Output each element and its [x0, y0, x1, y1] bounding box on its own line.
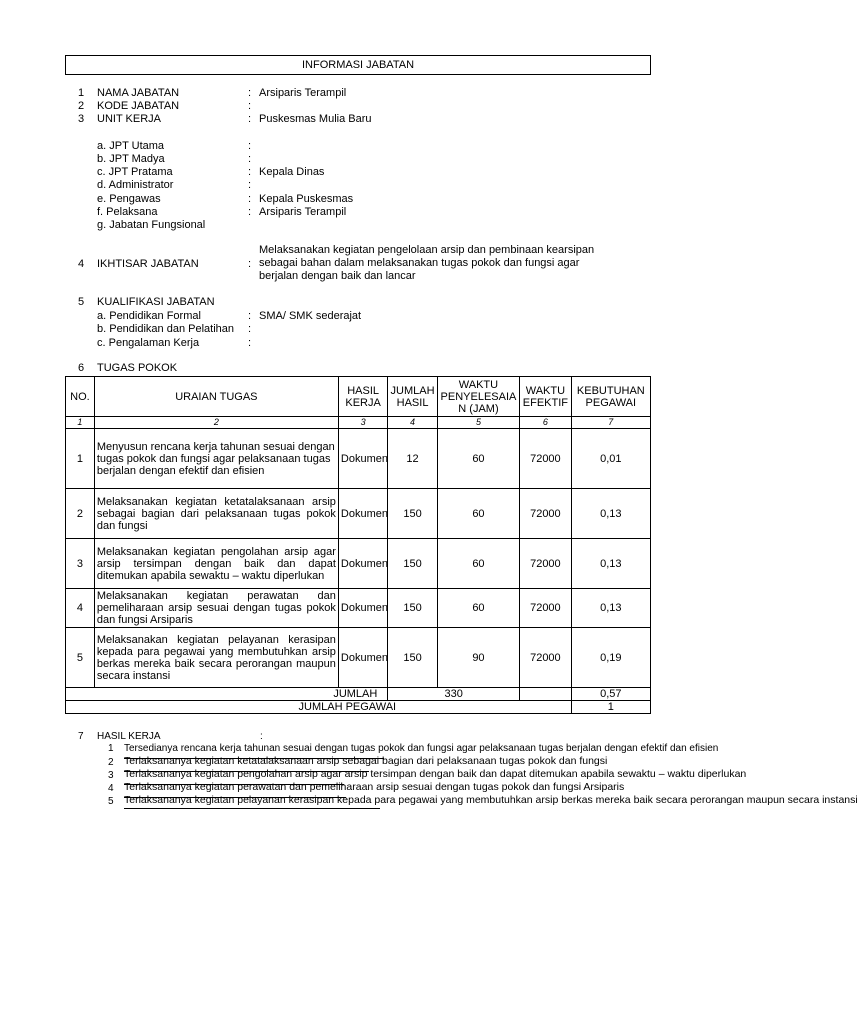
tugas-pokok-table	[65, 376, 651, 714]
table-row	[66, 589, 651, 628]
hasil-kerja-item-no: 3	[108, 770, 114, 781]
header-no: NO.	[66, 377, 95, 417]
column-number: 4	[388, 417, 437, 429]
unit-sub-label: d. Administrator	[97, 179, 174, 191]
colon: :	[248, 258, 252, 270]
jumlah-pegawai-row	[66, 701, 651, 714]
tugas-label: TUGAS POKOK	[97, 362, 178, 374]
hasil-kerja-item: Terlaksananya kegiatan pengolahan arsip agar arsip tersimpan dengan baik dan dapat ditemukan apabila sewaktu – waktu diperlukan	[124, 768, 747, 780]
ikhtisar-line: Melaksanakan kegiatan pengelolaan arsip dan pembinaan kearsipan	[259, 244, 595, 256]
row-hasil: Dokumen	[338, 628, 387, 688]
ikhtisar-label: IKHTISAR JABATAN	[97, 258, 199, 270]
tugas-no: 6	[78, 362, 85, 374]
field-no-1: 1	[78, 87, 85, 99]
colon: :	[248, 153, 252, 165]
row-no: 2	[66, 489, 95, 539]
row-efektif: 72000	[520, 589, 571, 628]
field-value-unit-kerja: Puskesmas Mulia Baru	[259, 113, 372, 125]
jumlah-empty	[520, 688, 571, 701]
colon: :	[248, 206, 252, 218]
column-number-row	[66, 417, 651, 429]
jumlah-pegawai-label: JUMLAH PEGAWAI	[66, 701, 572, 714]
row-kebutuhan: 0,19	[571, 628, 650, 688]
jumlah-kebutuhan: 0,57	[571, 688, 650, 701]
field-label-unit-kerja: UNIT KERJA	[97, 113, 161, 125]
unit-sub-value: Arsiparis Terampil	[259, 206, 347, 218]
page-title: INFORMASI JABATAN	[65, 55, 651, 75]
header-kebutuhan: KEBUTUHAN PEGAWAI	[571, 377, 650, 417]
header-efektif: WAKTU EFEKTIF	[520, 377, 571, 417]
unit-sub-label: f. Pelaksana	[97, 206, 158, 218]
column-number: 7	[571, 417, 650, 429]
kualifikasi-item-label: a. Pendidikan Formal	[97, 310, 201, 322]
hasil-kerja-item-no: 5	[108, 796, 114, 807]
row-waktu: 60	[437, 539, 519, 589]
hasil-kerja-no: 7	[78, 731, 84, 742]
header-uraian: URAIAN TUGAS	[94, 377, 338, 417]
table-row	[66, 489, 651, 539]
row-kebutuhan: 0,01	[571, 429, 650, 489]
colon: :	[248, 87, 252, 99]
header-jumlah: JUMLAH HASIL	[388, 377, 437, 417]
ikhtisar-line: sebagai bahan dalam melaksanakan tugas pokok dan fungsi agar	[259, 257, 580, 269]
row-no: 5	[66, 628, 95, 688]
underline	[124, 808, 380, 809]
hasil-kerja-item-no: 1	[108, 743, 114, 754]
colon: :	[248, 140, 252, 152]
row-jumlah: 150	[388, 589, 437, 628]
column-number: 5	[437, 417, 519, 429]
unit-sub-label: g. Jabatan Fungsional	[97, 219, 206, 231]
jumlah-row	[66, 688, 651, 701]
kualifikasi-no: 5	[78, 296, 85, 308]
jumlah-pegawai-value: 1	[571, 701, 650, 714]
column-number: 2	[94, 417, 338, 429]
header-hasil: HASIL KERJA	[338, 377, 387, 417]
row-waktu: 60	[437, 589, 519, 628]
table-row	[66, 539, 651, 589]
row-kebutuhan: 0,13	[571, 589, 650, 628]
row-hasil: Dokumen	[338, 429, 387, 489]
jumlah-total: 330	[388, 688, 520, 701]
row-kebutuhan: 0,13	[571, 489, 650, 539]
kualifikasi-label: KUALIFIKASI JABATAN	[97, 296, 215, 308]
row-jumlah: 150	[388, 539, 437, 589]
row-hasil: Dokumen	[338, 539, 387, 589]
field-value-nama-jabatan: Arsiparis Terampil	[259, 87, 347, 99]
table-row	[66, 429, 651, 489]
row-jumlah: 150	[388, 489, 437, 539]
colon: :	[248, 100, 252, 112]
row-efektif: 72000	[520, 628, 571, 688]
row-hasil: Dokumen	[338, 489, 387, 539]
row-no: 1	[66, 429, 95, 489]
ikhtisar-line: berjalan dengan baik dan lancar	[259, 270, 416, 282]
row-uraian: Melaksanakan kegiatan ketatalaksanaan arsip sebagai bagian dari pelaksanaan tugas pokok dan fungsi	[94, 489, 338, 539]
table-row	[66, 628, 651, 688]
column-number: 6	[520, 417, 571, 429]
colon: :	[248, 193, 252, 205]
row-no: 4	[66, 589, 95, 628]
row-efektif: 72000	[520, 489, 571, 539]
colon: :	[248, 323, 252, 335]
hasil-kerja-item: Tersedianya rencana kerja tahunan sesuai dengan tugas pokok dan fungsi agar pelaksanaan tugas berjalan dengan efektif dan efisien	[124, 743, 719, 754]
colon: :	[248, 113, 252, 125]
jumlah-label: JUMLAH	[66, 688, 388, 701]
field-label-kode-jabatan: KODE JABATAN	[97, 100, 180, 112]
unit-sub-value: Kepala Puskesmas	[259, 193, 354, 205]
ikhtisar-no: 4	[78, 258, 85, 270]
hasil-kerja-label: HASIL KERJA	[97, 731, 161, 742]
colon: :	[248, 310, 252, 322]
column-number: 1	[66, 417, 95, 429]
kualifikasi-item-value: SMA/ SMK sederajat	[259, 310, 362, 322]
hasil-kerja-item: Terlaksananya kegiatan perawatan dan pemeliharaan arsip sesuai dengan tugas pokok dan fungsi Arsiparis	[124, 781, 625, 793]
unit-sub-label: e. Pengawas	[97, 193, 161, 205]
kualifikasi-item-label: c. Pengalaman Kerja	[97, 337, 200, 349]
row-uraian: Menyusun rencana kerja tahunan sesuai dengan tugas pokok dan fungsi agar pelaksanaan tugas berjalan dengan efektif dan efisien	[94, 429, 338, 489]
unit-sub-label: b. JPT Madya	[97, 153, 165, 165]
row-waktu: 90	[437, 628, 519, 688]
hasil-kerja-item: Terlaksananya kegiatan ketatalaksanaan arsip sebagai bagian dari pelaksanaan tugas pokok dan fungsi	[124, 755, 608, 767]
field-no-2: 2	[78, 100, 85, 112]
kualifikasi-item-label: b. Pendidikan dan Pelatihan	[97, 323, 234, 335]
row-uraian: Melaksanakan kegiatan pelayanan kerasipan kepada para pegawai yang membutuhkan arsip berkas mereka baik secara perorangan maupun secara instansi	[94, 628, 338, 688]
row-uraian: Melaksanakan kegiatan pengolahan arsip agar arsip tersimpan dengan baik dan dapat ditemukan apabila sewaktu – waktu diperlukan	[94, 539, 338, 589]
colon: :	[248, 166, 252, 178]
hasil-kerja-item: Terlaksananya kegiatan pelayanan kerasipan kepada para pegawai yang membutuhkan arsip berkas mereka baik secara perorangan maupun secara instansi	[124, 794, 858, 806]
hasil-kerja-item-no: 2	[108, 757, 114, 768]
unit-sub-value: Kepala Dinas	[259, 166, 325, 178]
row-waktu: 60	[437, 489, 519, 539]
row-efektif: 72000	[520, 429, 571, 489]
colon: :	[260, 731, 263, 742]
row-no: 3	[66, 539, 95, 589]
colon: :	[248, 337, 252, 349]
colon: :	[248, 179, 252, 191]
field-no-3: 3	[78, 113, 85, 125]
row-waktu: 60	[437, 429, 519, 489]
row-hasil: Dokumen	[338, 589, 387, 628]
row-jumlah: 150	[388, 628, 437, 688]
header-waktu: WAKTU PENYELESAIA N (JAM)	[437, 377, 519, 417]
row-efektif: 72000	[520, 539, 571, 589]
hasil-kerja-item-no: 4	[108, 783, 114, 794]
row-kebutuhan: 0,13	[571, 539, 650, 589]
unit-sub-label: c. JPT Pratama	[97, 166, 173, 178]
table-header-row	[66, 377, 651, 417]
row-jumlah: 12	[388, 429, 437, 489]
column-number: 3	[338, 417, 387, 429]
field-label-nama-jabatan: NAMA JABATAN	[97, 87, 180, 99]
row-uraian: Melaksanakan kegiatan perawatan dan pemeliharaan arsip sesuai dengan tugas pokok dan fungsi Arsiparis	[94, 589, 338, 628]
unit-sub-label: a. JPT Utama	[97, 140, 165, 152]
